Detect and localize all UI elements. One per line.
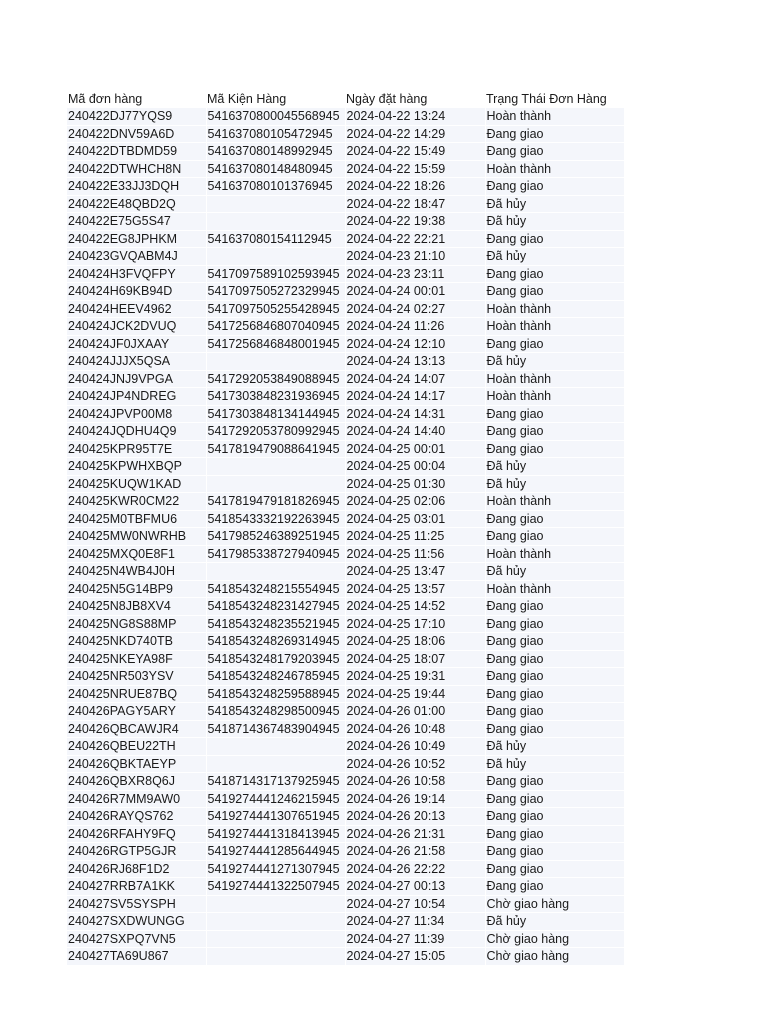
- cell-order-status[interactable]: Đang giao: [485, 825, 624, 843]
- cell-package-id[interactable]: [206, 930, 345, 948]
- cell-order-status[interactable]: Đang giao: [485, 335, 624, 353]
- cell-order-id[interactable]: 240422DNV59A6D: [67, 125, 206, 143]
- cell-order-id[interactable]: 240425N5G14BP9: [67, 580, 206, 598]
- cell-order-date[interactable]: 2024-04-24 11:26: [345, 318, 485, 336]
- cell-package-id[interactable]: 5418543248235521945: [206, 615, 345, 633]
- cell-order-date[interactable]: 2024-04-26 10:48: [345, 720, 485, 738]
- header-order-status[interactable]: Trạng Thái Đơn Hàng: [485, 90, 624, 108]
- table-row: [67, 808, 624, 826]
- cell-package-id[interactable]: [206, 948, 345, 966]
- cell-order-date[interactable]: 2024-04-25 02:06: [345, 493, 485, 511]
- cell-order-id[interactable]: 240424H3FVQFPY: [67, 265, 206, 283]
- cell-order-id[interactable]: 240424JP4NDREG: [67, 388, 206, 406]
- table-row: [67, 370, 624, 388]
- table-row: [67, 528, 624, 546]
- cell-package-id[interactable]: 5419274441318413945: [206, 825, 345, 843]
- cell-order-date[interactable]: 2024-04-25 14:52: [345, 598, 485, 616]
- cell-package-id[interactable]: 5417292053849088945: [206, 370, 345, 388]
- cell-order-status[interactable]: Đang giao: [485, 598, 624, 616]
- table-row: [67, 283, 624, 301]
- table-row: [67, 405, 624, 423]
- cell-package-id[interactable]: 5417097505272329945: [206, 283, 345, 301]
- cell-order-date[interactable]: 2024-04-24 02:27: [345, 300, 485, 318]
- table-row: [67, 633, 624, 651]
- cell-package-id[interactable]: 5419274441246215945: [206, 790, 345, 808]
- cell-order-status[interactable]: Đang giao: [485, 125, 624, 143]
- cell-package-id[interactable]: 5419274441307651945: [206, 808, 345, 826]
- table-row: [67, 790, 624, 808]
- cell-order-date[interactable]: 2024-04-26 21:58: [345, 843, 485, 861]
- cell-package-id[interactable]: [206, 895, 345, 913]
- cell-order-status[interactable]: Hoàn thành: [485, 160, 624, 178]
- table-row: [67, 353, 624, 371]
- cell-order-date[interactable]: 2024-04-24 14:17: [345, 388, 485, 406]
- cell-order-id[interactable]: 240425NR503YSV: [67, 668, 206, 686]
- cell-order-status[interactable]: Đã hủy: [485, 458, 624, 476]
- cell-order-status[interactable]: Đang giao: [485, 405, 624, 423]
- cell-order-status[interactable]: Đang giao: [485, 703, 624, 721]
- cell-order-status[interactable]: Đang giao: [485, 283, 624, 301]
- cell-order-status[interactable]: Hoàn thành: [485, 388, 624, 406]
- cell-order-date[interactable]: 2024-04-25 00:01: [345, 440, 485, 458]
- table-row: [67, 580, 624, 598]
- table-row: [67, 440, 624, 458]
- table-row: [67, 685, 624, 703]
- cell-order-id[interactable]: 240426RAYQS762: [67, 808, 206, 826]
- table-row: [67, 930, 624, 948]
- cell-order-date[interactable]: 2024-04-25 18:06: [345, 633, 485, 651]
- cell-order-id[interactable]: 240422E33JJ3DQH: [67, 178, 206, 196]
- cell-package-id[interactable]: 5418714367483904945: [206, 720, 345, 738]
- cell-order-id[interactable]: 240425N8JB8XV4: [67, 598, 206, 616]
- cell-order-date[interactable]: 2024-04-27 11:34: [345, 913, 485, 931]
- cell-order-date[interactable]: 2024-04-25 11:25: [345, 528, 485, 546]
- cell-order-date[interactable]: 2024-04-27 11:39: [345, 930, 485, 948]
- cell-order-date[interactable]: 2024-04-25 18:07: [345, 650, 485, 668]
- cell-order-date[interactable]: 2024-04-24 14:40: [345, 423, 485, 441]
- cell-package-id[interactable]: 5418543248215554945: [206, 580, 345, 598]
- cell-package-id[interactable]: 5419274441271307945: [206, 860, 345, 878]
- table-row: [67, 720, 624, 738]
- table-row: [67, 195, 624, 213]
- cell-order-date[interactable]: 2024-04-25 00:04: [345, 458, 485, 476]
- table-row: [67, 773, 624, 791]
- cell-order-status[interactable]: Đang giao: [485, 808, 624, 826]
- cell-order-date[interactable]: 2024-04-25 19:31: [345, 668, 485, 686]
- table-row: [67, 843, 624, 861]
- table-row: [67, 388, 624, 406]
- cell-order-id[interactable]: 240422E48QBD2Q: [67, 195, 206, 213]
- cell-order-id[interactable]: 240424JQDHU4Q9: [67, 423, 206, 441]
- cell-order-status[interactable]: Đang giao: [485, 773, 624, 791]
- cell-package-id[interactable]: 5417256846807040945: [206, 318, 345, 336]
- cell-order-date[interactable]: 2024-04-22 13:24: [345, 108, 485, 125]
- cell-order-id[interactable]: 240426QBKTAEYP: [67, 755, 206, 773]
- cell-package-id[interactable]: 5418543248298500945: [206, 703, 345, 721]
- cell-package-id[interactable]: [206, 458, 345, 476]
- cell-order-status[interactable]: Hoàn thành: [485, 300, 624, 318]
- cell-order-status[interactable]: Đang giao: [485, 668, 624, 686]
- cell-order-id[interactable]: 240424H69KB94D: [67, 283, 206, 301]
- table-row: [67, 650, 624, 668]
- cell-package-id[interactable]: 5418543332192263945: [206, 510, 345, 528]
- table-row: [67, 300, 624, 318]
- header-order-id[interactable]: Mã đơn hàng: [67, 90, 206, 108]
- cell-order-status[interactable]: Đã hủy: [485, 353, 624, 371]
- cell-package-id[interactable]: 5416370800045568945: [206, 108, 345, 125]
- cell-order-date[interactable]: 2024-04-24 13:13: [345, 353, 485, 371]
- cell-order-status[interactable]: Đang giao: [485, 178, 624, 196]
- cell-order-id[interactable]: 240427SV5SYSPH: [67, 895, 206, 913]
- cell-package-id[interactable]: 5418543248231427945: [206, 598, 345, 616]
- table-row: [67, 878, 624, 896]
- cell-order-id[interactable]: 240425N4WB4J0H: [67, 563, 206, 581]
- cell-package-id[interactable]: 5417819479181826945: [206, 493, 345, 511]
- cell-order-status[interactable]: Hoàn thành: [485, 493, 624, 511]
- table-row: [67, 248, 624, 266]
- cell-order-id[interactable]: 240424JF0JXAAY: [67, 335, 206, 353]
- cell-order-status[interactable]: Chờ giao hàng: [485, 930, 624, 948]
- cell-order-id[interactable]: 240425KUQW1KAD: [67, 475, 206, 493]
- header-package-id[interactable]: Mã Kiện Hàng: [206, 90, 345, 108]
- table-row: [67, 668, 624, 686]
- cell-package-id[interactable]: [206, 248, 345, 266]
- cell-order-status[interactable]: Đang giao: [485, 528, 624, 546]
- table-row: [67, 230, 624, 248]
- cell-order-status[interactable]: Hoàn thành: [485, 580, 624, 598]
- cell-order-id[interactable]: 240425KWR0CM22: [67, 493, 206, 511]
- cell-order-date[interactable]: 2024-04-25 11:56: [345, 545, 485, 563]
- cell-order-id[interactable]: 240425NRUE87BQ: [67, 685, 206, 703]
- cell-order-date[interactable]: 2024-04-25 17:10: [345, 615, 485, 633]
- table-row: [67, 458, 624, 476]
- cell-order-status[interactable]: Hoàn thành: [485, 545, 624, 563]
- cell-order-status[interactable]: Đã hủy: [485, 475, 624, 493]
- cell-order-status[interactable]: Đã hủy: [485, 755, 624, 773]
- cell-order-date[interactable]: 2024-04-26 20:13: [345, 808, 485, 826]
- cell-order-status[interactable]: Đã hủy: [485, 563, 624, 581]
- cell-package-id[interactable]: [206, 195, 345, 213]
- cell-order-id[interactable]: 240426RJ68F1D2: [67, 860, 206, 878]
- cell-order-id[interactable]: 240427TA69U867: [67, 948, 206, 966]
- cell-order-status[interactable]: Hoàn thành: [485, 370, 624, 388]
- cell-package-id[interactable]: 5417097505255428945: [206, 300, 345, 318]
- cell-order-date[interactable]: 2024-04-26 21:31: [345, 825, 485, 843]
- cell-order-status[interactable]: Đang giao: [485, 440, 624, 458]
- cell-package-id[interactable]: 5417985338727940945: [206, 545, 345, 563]
- cell-order-id[interactable]: 240425MXQ0E8F1: [67, 545, 206, 563]
- cell-order-id[interactable]: 240425NKEYA98F: [67, 650, 206, 668]
- cell-order-date[interactable]: 2024-04-25 01:30: [345, 475, 485, 493]
- cell-package-id[interactable]: 5417303848134144945: [206, 405, 345, 423]
- cell-order-status[interactable]: Đang giao: [485, 423, 624, 441]
- cell-order-status[interactable]: Đã hủy: [485, 213, 624, 231]
- cell-order-status[interactable]: Đang giao: [485, 860, 624, 878]
- table-row: [67, 738, 624, 756]
- cell-order-date[interactable]: 2024-04-27 15:05: [345, 948, 485, 966]
- cell-package-id[interactable]: [206, 913, 345, 931]
- cell-order-id[interactable]: 240425M0TBFMU6: [67, 510, 206, 528]
- cell-order-id[interactable]: 240425KPWHXBQP: [67, 458, 206, 476]
- cell-order-id[interactable]: 240422DJ77YQS9: [67, 108, 206, 125]
- cell-order-id[interactable]: 240422DTWHCH8N: [67, 160, 206, 178]
- table-row: [67, 475, 624, 493]
- cell-order-date[interactable]: 2024-04-23 23:11: [345, 265, 485, 283]
- cell-order-id[interactable]: 240425KPR95T7E: [67, 440, 206, 458]
- table-row: [67, 125, 624, 143]
- cell-order-id[interactable]: 240426QBEU22TH: [67, 738, 206, 756]
- cell-order-date[interactable]: 2024-04-22 14:29: [345, 125, 485, 143]
- cell-order-id[interactable]: 240422E75G5S47: [67, 213, 206, 231]
- table-row: [67, 545, 624, 563]
- cell-order-status[interactable]: Đã hủy: [485, 738, 624, 756]
- cell-order-id[interactable]: 240424HEEV4962: [67, 300, 206, 318]
- table-row: [67, 598, 624, 616]
- cell-package-id[interactable]: [206, 475, 345, 493]
- cell-package-id[interactable]: 5417303848231936945: [206, 388, 345, 406]
- table-row: [67, 318, 624, 336]
- cell-package-id[interactable]: [206, 755, 345, 773]
- table-row: [67, 160, 624, 178]
- table-row: [67, 143, 624, 161]
- cell-order-id[interactable]: 240424JNJ9VPGA: [67, 370, 206, 388]
- table-row: [67, 265, 624, 283]
- cell-package-id[interactable]: 5417819479088641945: [206, 440, 345, 458]
- cell-package-id[interactable]: 5417256846848001945: [206, 335, 345, 353]
- cell-order-status[interactable]: Hoàn thành: [485, 108, 624, 125]
- table-row: [67, 703, 624, 721]
- table-header: [67, 90, 624, 108]
- cell-order-date[interactable]: 2024-04-24 00:01: [345, 283, 485, 301]
- cell-package-id[interactable]: 541637080105472945: [206, 125, 345, 143]
- cell-order-date[interactable]: 2024-04-27 00:13: [345, 878, 485, 896]
- cell-order-status[interactable]: Đang giao: [485, 230, 624, 248]
- cell-order-status[interactable]: Hoàn thành: [485, 318, 624, 336]
- table-row: [67, 178, 624, 196]
- table-row: [67, 948, 624, 966]
- cell-order-date[interactable]: 2024-04-23 21:10: [345, 248, 485, 266]
- cell-order-status[interactable]: Chờ giao hàng: [485, 948, 624, 966]
- cell-order-date[interactable]: 2024-04-27 10:54: [345, 895, 485, 913]
- table-row: [67, 108, 624, 125]
- cell-order-id[interactable]: 240425NG8S88MP: [67, 615, 206, 633]
- table-row: [67, 493, 624, 511]
- cell-order-status[interactable]: Đã hủy: [485, 248, 624, 266]
- table-row: [67, 563, 624, 581]
- cell-order-date[interactable]: 2024-04-22 15:49: [345, 143, 485, 161]
- cell-order-status[interactable]: Đang giao: [485, 843, 624, 861]
- cell-package-id[interactable]: 5418543248269314945: [206, 633, 345, 651]
- cell-order-date[interactable]: 2024-04-22 18:47: [345, 195, 485, 213]
- cell-order-date[interactable]: 2024-04-26 10:58: [345, 773, 485, 791]
- cell-order-id[interactable]: 240427SXDWUNGG: [67, 913, 206, 931]
- order-table: [67, 90, 625, 966]
- cell-order-status[interactable]: Đang giao: [485, 720, 624, 738]
- header-row: [67, 90, 624, 108]
- cell-package-id[interactable]: 5418543248179203945: [206, 650, 345, 668]
- cell-order-date[interactable]: 2024-04-22 19:38: [345, 213, 485, 231]
- table-row: [67, 510, 624, 528]
- cell-order-status[interactable]: Đang giao: [485, 615, 624, 633]
- cell-order-date[interactable]: 2024-04-25 13:47: [345, 563, 485, 581]
- cell-order-id[interactable]: 240426PAGY5ARY: [67, 703, 206, 721]
- cell-order-status[interactable]: Đang giao: [485, 650, 624, 668]
- cell-order-date[interactable]: 2024-04-22 22:21: [345, 230, 485, 248]
- cell-order-date[interactable]: 2024-04-24 14:07: [345, 370, 485, 388]
- cell-package-id[interactable]: [206, 563, 345, 581]
- cell-package-id[interactable]: 5419274441322507945: [206, 878, 345, 896]
- cell-order-date[interactable]: 2024-04-24 12:10: [345, 335, 485, 353]
- cell-order-date[interactable]: 2024-04-24 14:31: [345, 405, 485, 423]
- table-row: [67, 213, 624, 231]
- cell-order-date[interactable]: 2024-04-26 19:14: [345, 790, 485, 808]
- cell-order-id[interactable]: 240425NKD740TB: [67, 633, 206, 651]
- table-row: [67, 895, 624, 913]
- cell-order-status[interactable]: Đang giao: [485, 878, 624, 896]
- cell-order-id[interactable]: 240426QBXR8Q6J: [67, 773, 206, 791]
- cell-package-id[interactable]: 541637080148992945: [206, 143, 345, 161]
- cell-order-date[interactable]: 2024-04-26 01:00: [345, 703, 485, 721]
- cell-package-id[interactable]: 541637080101376945: [206, 178, 345, 196]
- cell-package-id[interactable]: 5418543248246785945: [206, 668, 345, 686]
- cell-order-date[interactable]: 2024-04-22 18:26: [345, 178, 485, 196]
- cell-order-id[interactable]: 240423GVQABM4J: [67, 248, 206, 266]
- table-row: [67, 825, 624, 843]
- cell-order-status[interactable]: Đang giao: [485, 633, 624, 651]
- cell-package-id[interactable]: 5417292053780992945: [206, 423, 345, 441]
- cell-order-status[interactable]: Đang giao: [485, 265, 624, 283]
- cell-order-id[interactable]: 240427SXPQ7VN5: [67, 930, 206, 948]
- cell-order-status[interactable]: Đang giao: [485, 685, 624, 703]
- cell-package-id[interactable]: 541637080148480945: [206, 160, 345, 178]
- cell-order-date[interactable]: 2024-04-25 19:44: [345, 685, 485, 703]
- cell-order-status[interactable]: Đã hủy: [485, 913, 624, 931]
- table-row: [67, 615, 624, 633]
- cell-package-id[interactable]: [206, 738, 345, 756]
- cell-order-status[interactable]: Đã hủy: [485, 195, 624, 213]
- table-row: [67, 423, 624, 441]
- table-body: [67, 108, 624, 965]
- cell-order-status[interactable]: Đang giao: [485, 510, 624, 528]
- cell-order-id[interactable]: 240426R7MM9AW0: [67, 790, 206, 808]
- table-row: [67, 755, 624, 773]
- cell-order-id[interactable]: 240426QBCAWJR4: [67, 720, 206, 738]
- cell-order-id[interactable]: 240424JPVP00M8: [67, 405, 206, 423]
- cell-order-date[interactable]: 2024-04-25 03:01: [345, 510, 485, 528]
- cell-order-date[interactable]: 2024-04-26 10:49: [345, 738, 485, 756]
- cell-package-id[interactable]: 5417097589102593945: [206, 265, 345, 283]
- cell-package-id[interactable]: [206, 353, 345, 371]
- table-row: [67, 335, 624, 353]
- cell-package-id[interactable]: 541637080154112945: [206, 230, 345, 248]
- cell-order-id[interactable]: 240422DTBDMD59: [67, 143, 206, 161]
- cell-package-id[interactable]: 5418543248259588945: [206, 685, 345, 703]
- cell-order-id[interactable]: 240427RRB7A1KK: [67, 878, 206, 896]
- cell-package-id[interactable]: 5418714317137925945: [206, 773, 345, 791]
- cell-order-status[interactable]: Đang giao: [485, 790, 624, 808]
- cell-order-id[interactable]: 240426RFAHY9FQ: [67, 825, 206, 843]
- header-order-date[interactable]: Ngày đặt hàng: [345, 90, 485, 108]
- cell-order-id[interactable]: 240425MW0NWRHB: [67, 528, 206, 546]
- cell-package-id[interactable]: [206, 213, 345, 231]
- cell-order-status[interactable]: Đang giao: [485, 143, 624, 161]
- cell-order-id[interactable]: 240422EG8JPHKM: [67, 230, 206, 248]
- cell-order-status[interactable]: Chờ giao hàng: [485, 895, 624, 913]
- cell-package-id[interactable]: 5417985246389251945: [206, 528, 345, 546]
- cell-package-id[interactable]: 5419274441285644945: [206, 843, 345, 861]
- cell-order-id[interactable]: 240424JCK2DVUQ: [67, 318, 206, 336]
- table-row: [67, 860, 624, 878]
- cell-order-date[interactable]: 2024-04-26 10:52: [345, 755, 485, 773]
- cell-order-id[interactable]: 240426RGTP5GJR: [67, 843, 206, 861]
- cell-order-date[interactable]: 2024-04-26 22:22: [345, 860, 485, 878]
- cell-order-id[interactable]: 240424JJJX5QSA: [67, 353, 206, 371]
- cell-order-date[interactable]: 2024-04-22 15:59: [345, 160, 485, 178]
- table-row: [67, 913, 624, 931]
- cell-order-date[interactable]: 2024-04-25 13:57: [345, 580, 485, 598]
